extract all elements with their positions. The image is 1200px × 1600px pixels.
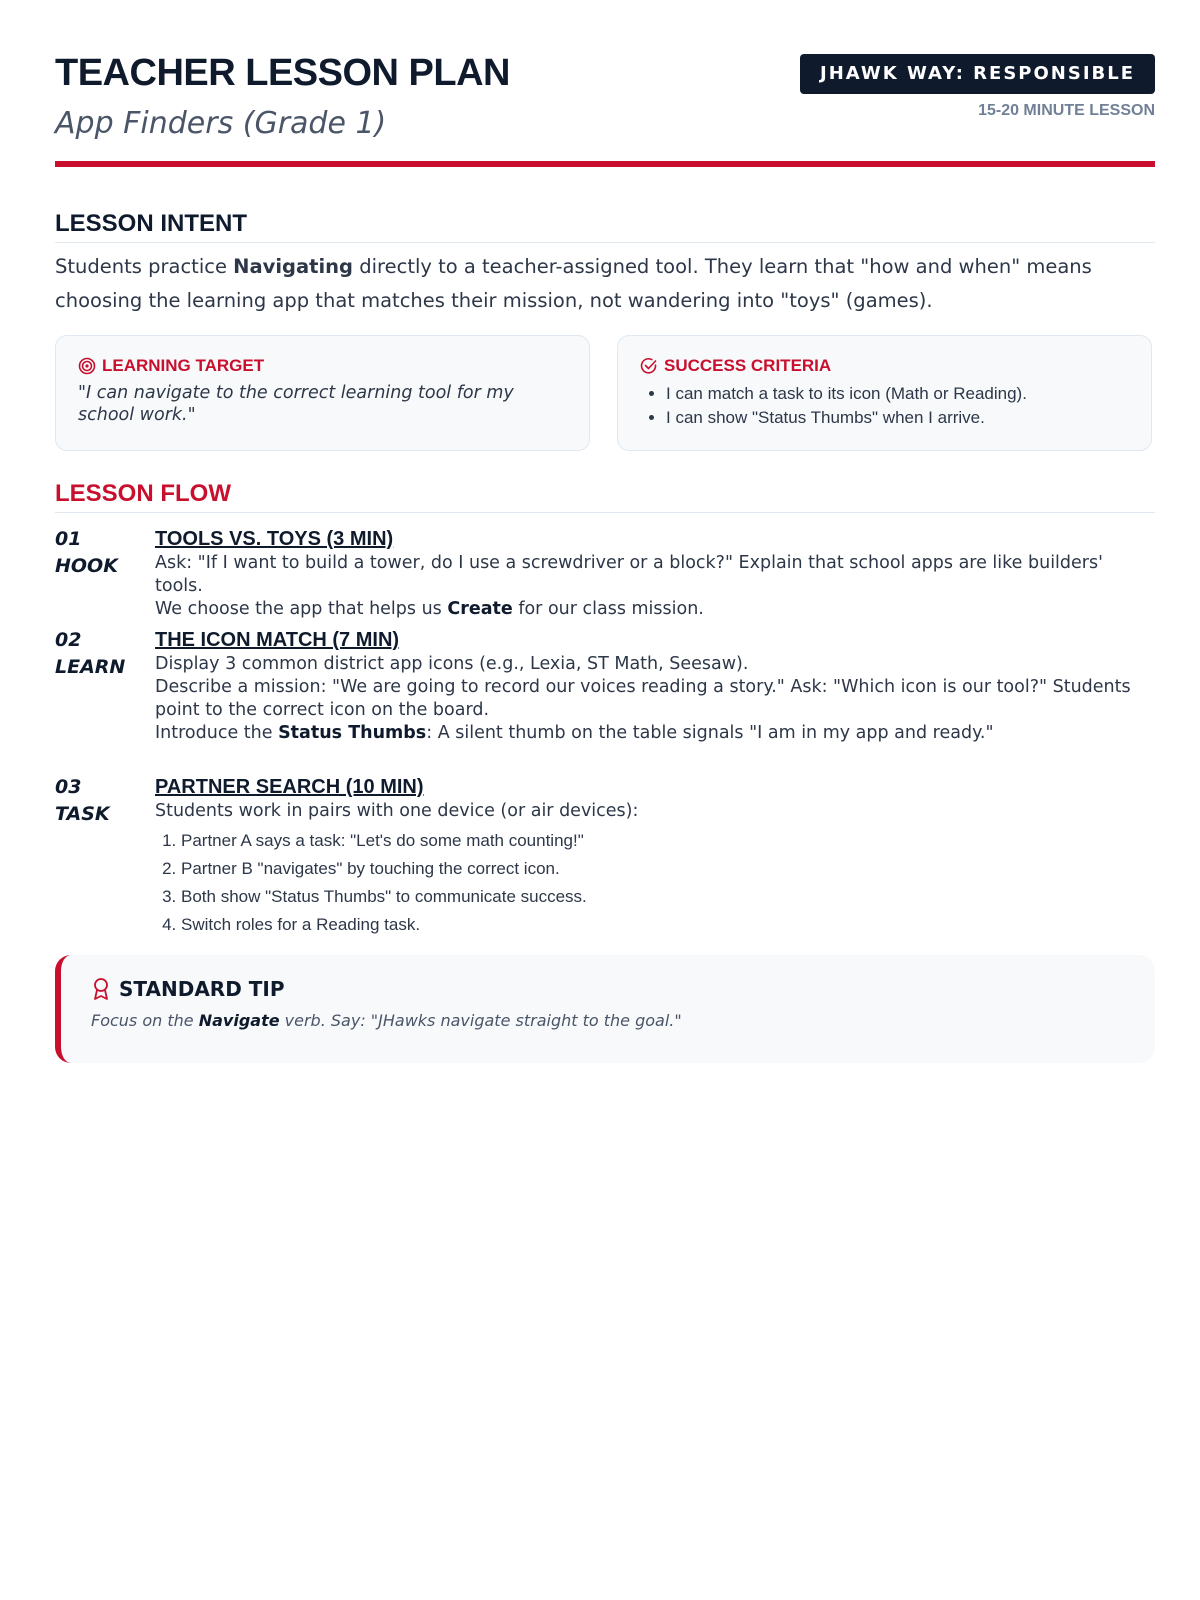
header xyxy=(55,0,1155,168)
step-text-part: We choose the app that helps us xyxy=(155,599,448,619)
list-item: • I can match a task to its icon (Math or Reading). xyxy=(666,382,1129,406)
step-label: TASK xyxy=(55,803,110,825)
step-number xyxy=(55,774,155,828)
tip-label: STANDARD TIP xyxy=(119,977,285,1001)
step-text-part: Introduce the xyxy=(155,723,279,743)
step-label: HOOK xyxy=(55,555,118,577)
step-text: Students work in pairs with one device (or air devices): xyxy=(155,801,639,821)
lesson-duration: 15-20 MINUTE LESSON xyxy=(978,102,1155,119)
header-divider xyxy=(55,161,1155,167)
step-text: Display 3 common district app icons (e.g., Lexia, ST Math, Seesaw). xyxy=(155,654,749,674)
step-text-bold: Status Thumbs xyxy=(278,723,427,743)
success-criteria-card xyxy=(617,335,1152,451)
list-item: 3. Both show "Status Thumbs" to communicate success. xyxy=(181,883,1155,911)
step-number xyxy=(55,627,155,681)
learning-target-label: LEARNING TARGET xyxy=(102,356,265,375)
success-criteria-title xyxy=(640,356,1129,376)
step-num: 02 xyxy=(55,629,82,651)
step-body xyxy=(155,526,1155,621)
step-text-part: : A silent thumb on the table signals "I am in my app and ready." xyxy=(426,723,994,743)
standard-tip-callout xyxy=(55,955,1155,1063)
award-ribbon-icon xyxy=(91,977,111,1001)
step-text xyxy=(155,598,1155,621)
step-num: 03 xyxy=(55,776,82,798)
lesson-flow-heading: LESSON FLOW xyxy=(55,480,1155,513)
step-body xyxy=(155,627,1155,745)
partner-steps-list xyxy=(155,827,1155,939)
list-item: 4. Switch roles for a Reading task. xyxy=(181,911,1155,939)
lesson-intent-text xyxy=(55,250,1155,318)
intent-text-bold: Navigating xyxy=(233,255,354,278)
lesson-plan-page xyxy=(55,0,1155,1030)
jhawk-way-badge: JHAWK WAY: RESPONSIBLE xyxy=(800,54,1155,94)
intent-text-part: Students practice xyxy=(55,255,234,278)
learning-target-title xyxy=(78,356,567,376)
intent-text-part: directly to a teacher-assigned tool. They learn that "how and when" means choosing the learning app that matches their mission, not wandering into "toys" (games). xyxy=(55,255,1092,312)
learning-target-card xyxy=(55,335,590,451)
step-title: PARTNER SEARCH (10 MIN) xyxy=(155,776,424,798)
target-icon xyxy=(78,357,96,375)
step-text: Ask: "If I want to build a tower, do I use a screwdriver or a block?" Explain that school apps are like builders' tools. xyxy=(155,553,1103,596)
success-criteria-label: SUCCESS CRITERIA xyxy=(664,356,832,375)
step-num: 01 xyxy=(55,528,82,550)
tip-text-part: verb. Say: "JHawks navigate straight to the goal." xyxy=(279,1011,682,1030)
standard-tip-text xyxy=(91,1011,1125,1030)
learning-target-quote: "I can navigate to the correct learning tool for my school work." xyxy=(78,383,514,425)
step-title: THE ICON MATCH (7 MIN) xyxy=(155,629,400,651)
check-circle-icon xyxy=(640,357,658,375)
step-number xyxy=(55,526,155,580)
step-label: LEARN xyxy=(55,656,126,678)
page-subtitle: App Finders (Grade 1) xyxy=(55,106,387,141)
step-title: TOOLS VS. TOYS (3 MIN) xyxy=(155,528,394,550)
success-criteria-list xyxy=(640,382,1129,430)
step-text-part: for our class mission. xyxy=(512,599,704,619)
list-item: • I can show "Status Thumbs" when I arrive. xyxy=(666,406,1129,430)
lesson-intent-heading: LESSON INTENT xyxy=(55,210,1155,243)
tip-text-bold: Navigate xyxy=(198,1011,280,1030)
standard-tip-title xyxy=(91,977,1125,1001)
list-item: 1. Partner A says a task: "Let's do some math counting!" xyxy=(181,827,1155,855)
step-text xyxy=(155,722,1155,745)
step-text-bold: Create xyxy=(447,599,513,619)
page-title: TEACHER LESSON PLAN xyxy=(55,52,510,94)
list-item: 2. Partner B "navigates" by touching the correct icon. xyxy=(181,855,1155,883)
tip-text-part: Focus on the xyxy=(91,1011,199,1030)
step-text: Describe a mission: "We are going to record our voices reading a story." Ask: "Which icon is our tool?" Students point to the correct icon on the board. xyxy=(155,677,1131,720)
step-body xyxy=(155,774,1155,939)
